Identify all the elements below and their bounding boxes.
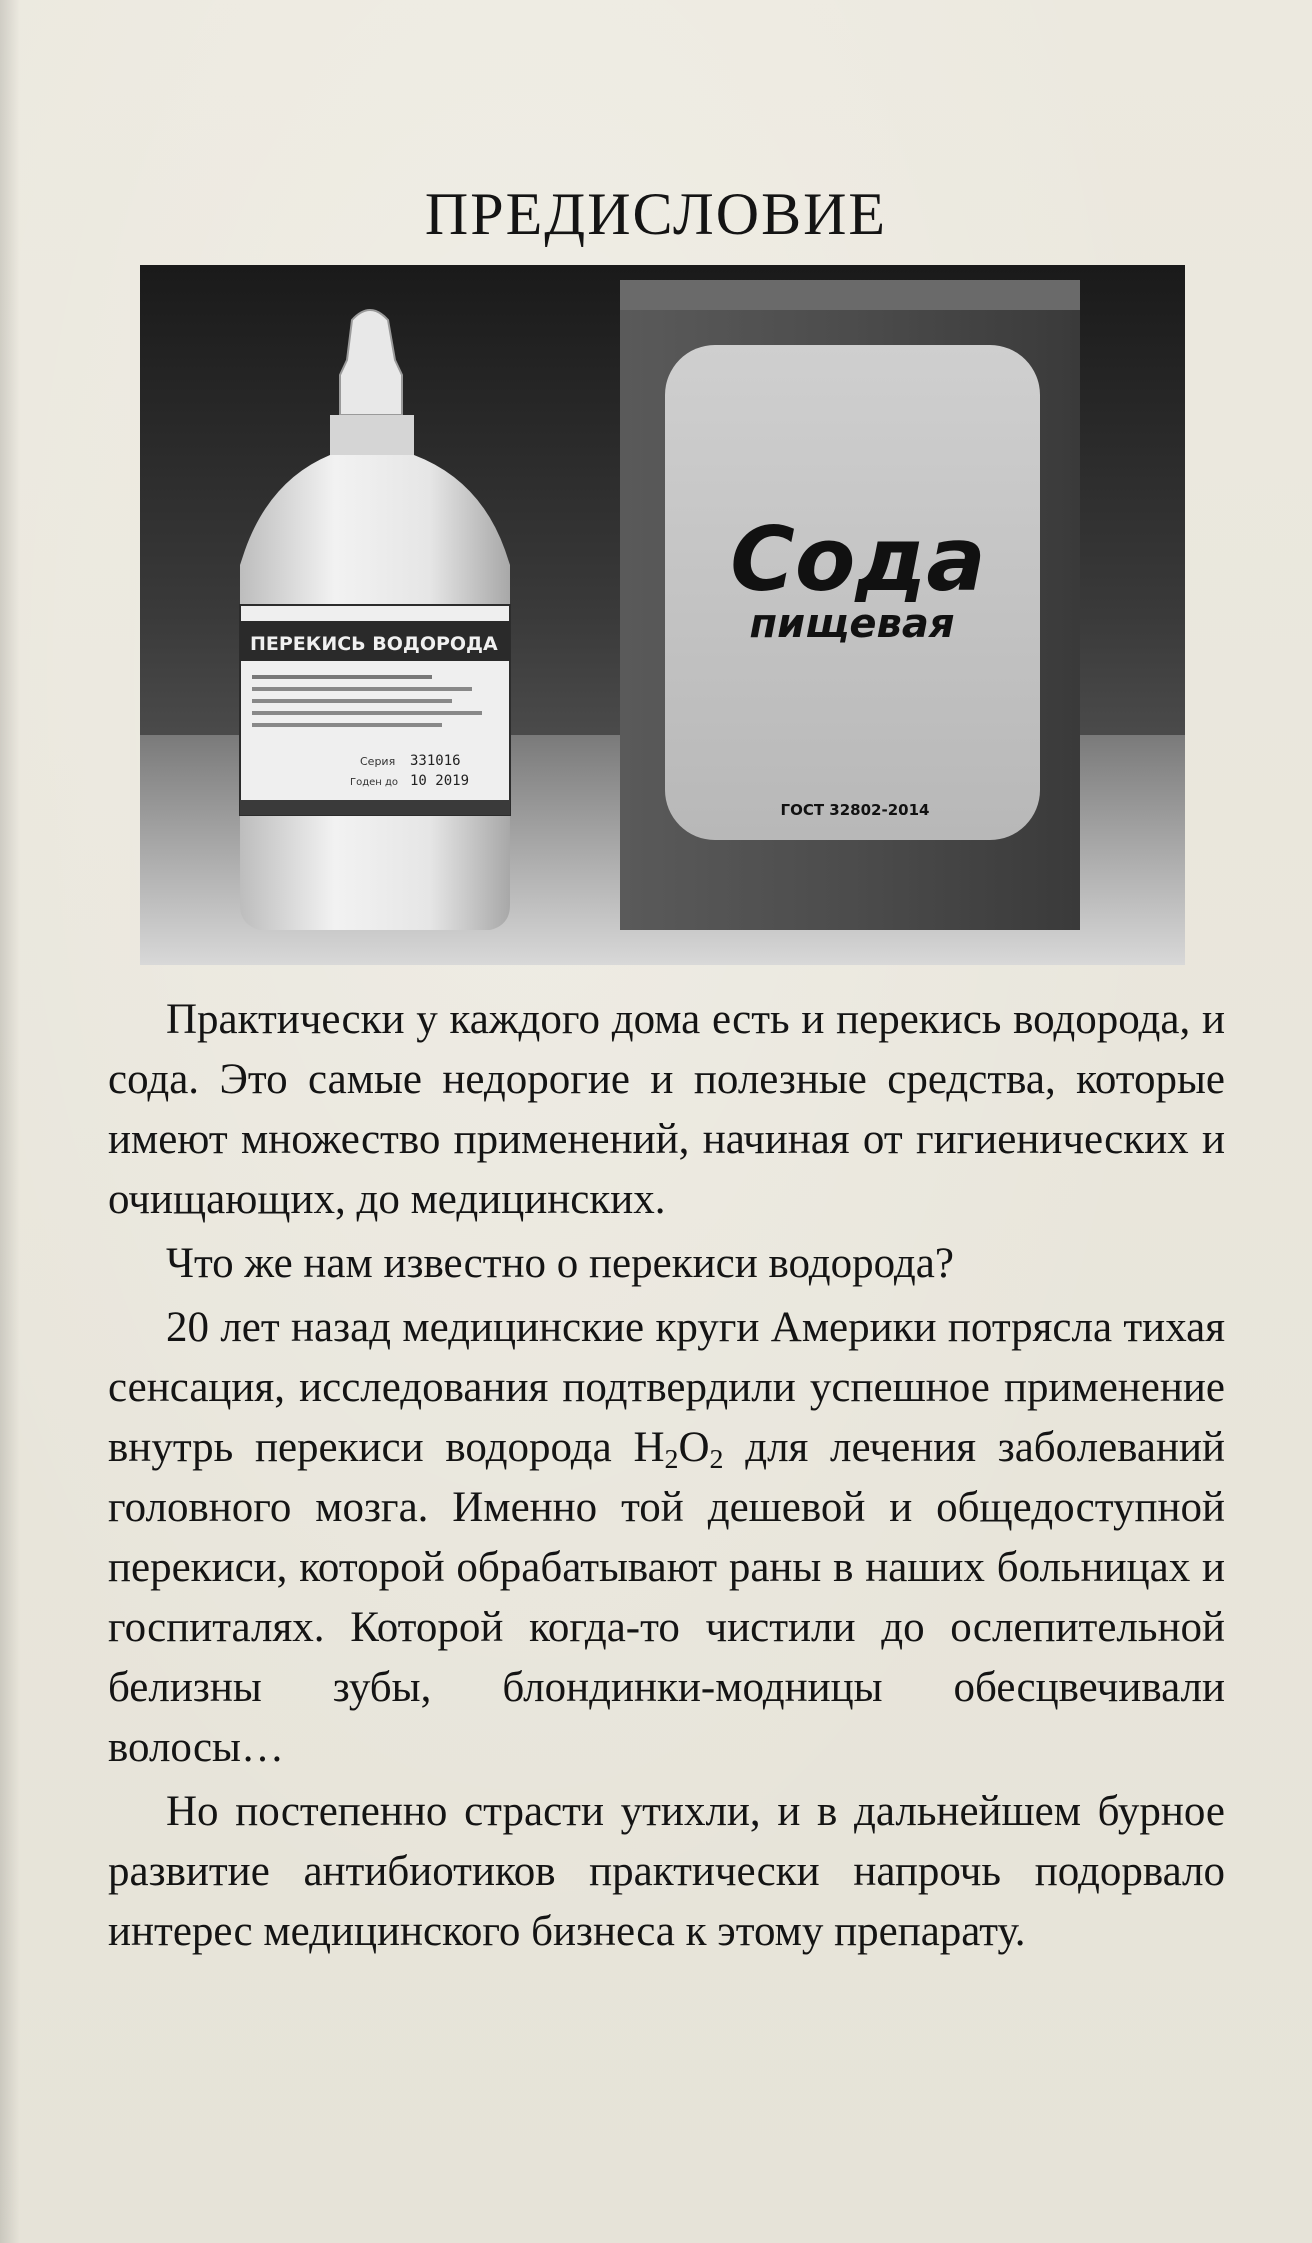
paragraph-1: Практически у каждого дома есть и перекись водорода, и сода. Это самые недорогие и полезные средства, которые имеют множество применений, начиная от гигиенических и очищающих, до медицинских.: [108, 996, 1225, 1223]
product-photo-illustration: [140, 265, 1185, 965]
soda-box-standard: ГОСТ 32802-2014: [780, 801, 930, 819]
bottle-series-value: 331016: [410, 753, 461, 769]
bottle-label-title: ПЕРЕКИСЬ ВОДОРОДА: [250, 633, 498, 655]
paragraph-3: [108, 1298, 1225, 1778]
formula-h2o2: $H_2O_2$: [633, 1424, 724, 1475]
bottle-expiry-value: 10 2019: [410, 773, 470, 789]
paragraph-3-text-before-formula: 20 лет назад медицинские круги Америки потрясла тихая сенсация, исследования подтвердили успешное применение внутрь перекиси водорода: [108, 1304, 1225, 1471]
product-photo: [140, 265, 1185, 965]
paragraph-2: Что же нам известно о перекиси водорода?: [166, 1240, 954, 1287]
paragraph-4: Но постепенно страсти утихли, и в дальнейшем бурное развитие антибиотиков практически напрочь подорвало интерес медицинского бизнеса к этому препарату.: [108, 1788, 1225, 1955]
body-text: [108, 990, 1225, 1966]
soda-box: [620, 280, 1080, 930]
soda-box-title: Сода: [730, 508, 986, 611]
bottle-series-label: Серия: [360, 755, 396, 768]
bottle-expiry-label: Годен до: [350, 777, 399, 788]
paragraph-3-text-after-formula: для лечения заболеваний головного мозга. Именно той дешевой и общедоступной перекиси, которой обрабатывают раны в наших больницах и госпиталях. Которой когда-то чистили до ослепительной белизны зубы, блондинки-модницы обесцвечивали волосы…: [108, 1424, 1226, 1771]
soda-box-subtitle: пищевая: [749, 601, 955, 647]
page-title: ПРЕДИСЛОВИЕ: [424, 181, 888, 248]
page-spine-shadow: [0, 0, 20, 2243]
